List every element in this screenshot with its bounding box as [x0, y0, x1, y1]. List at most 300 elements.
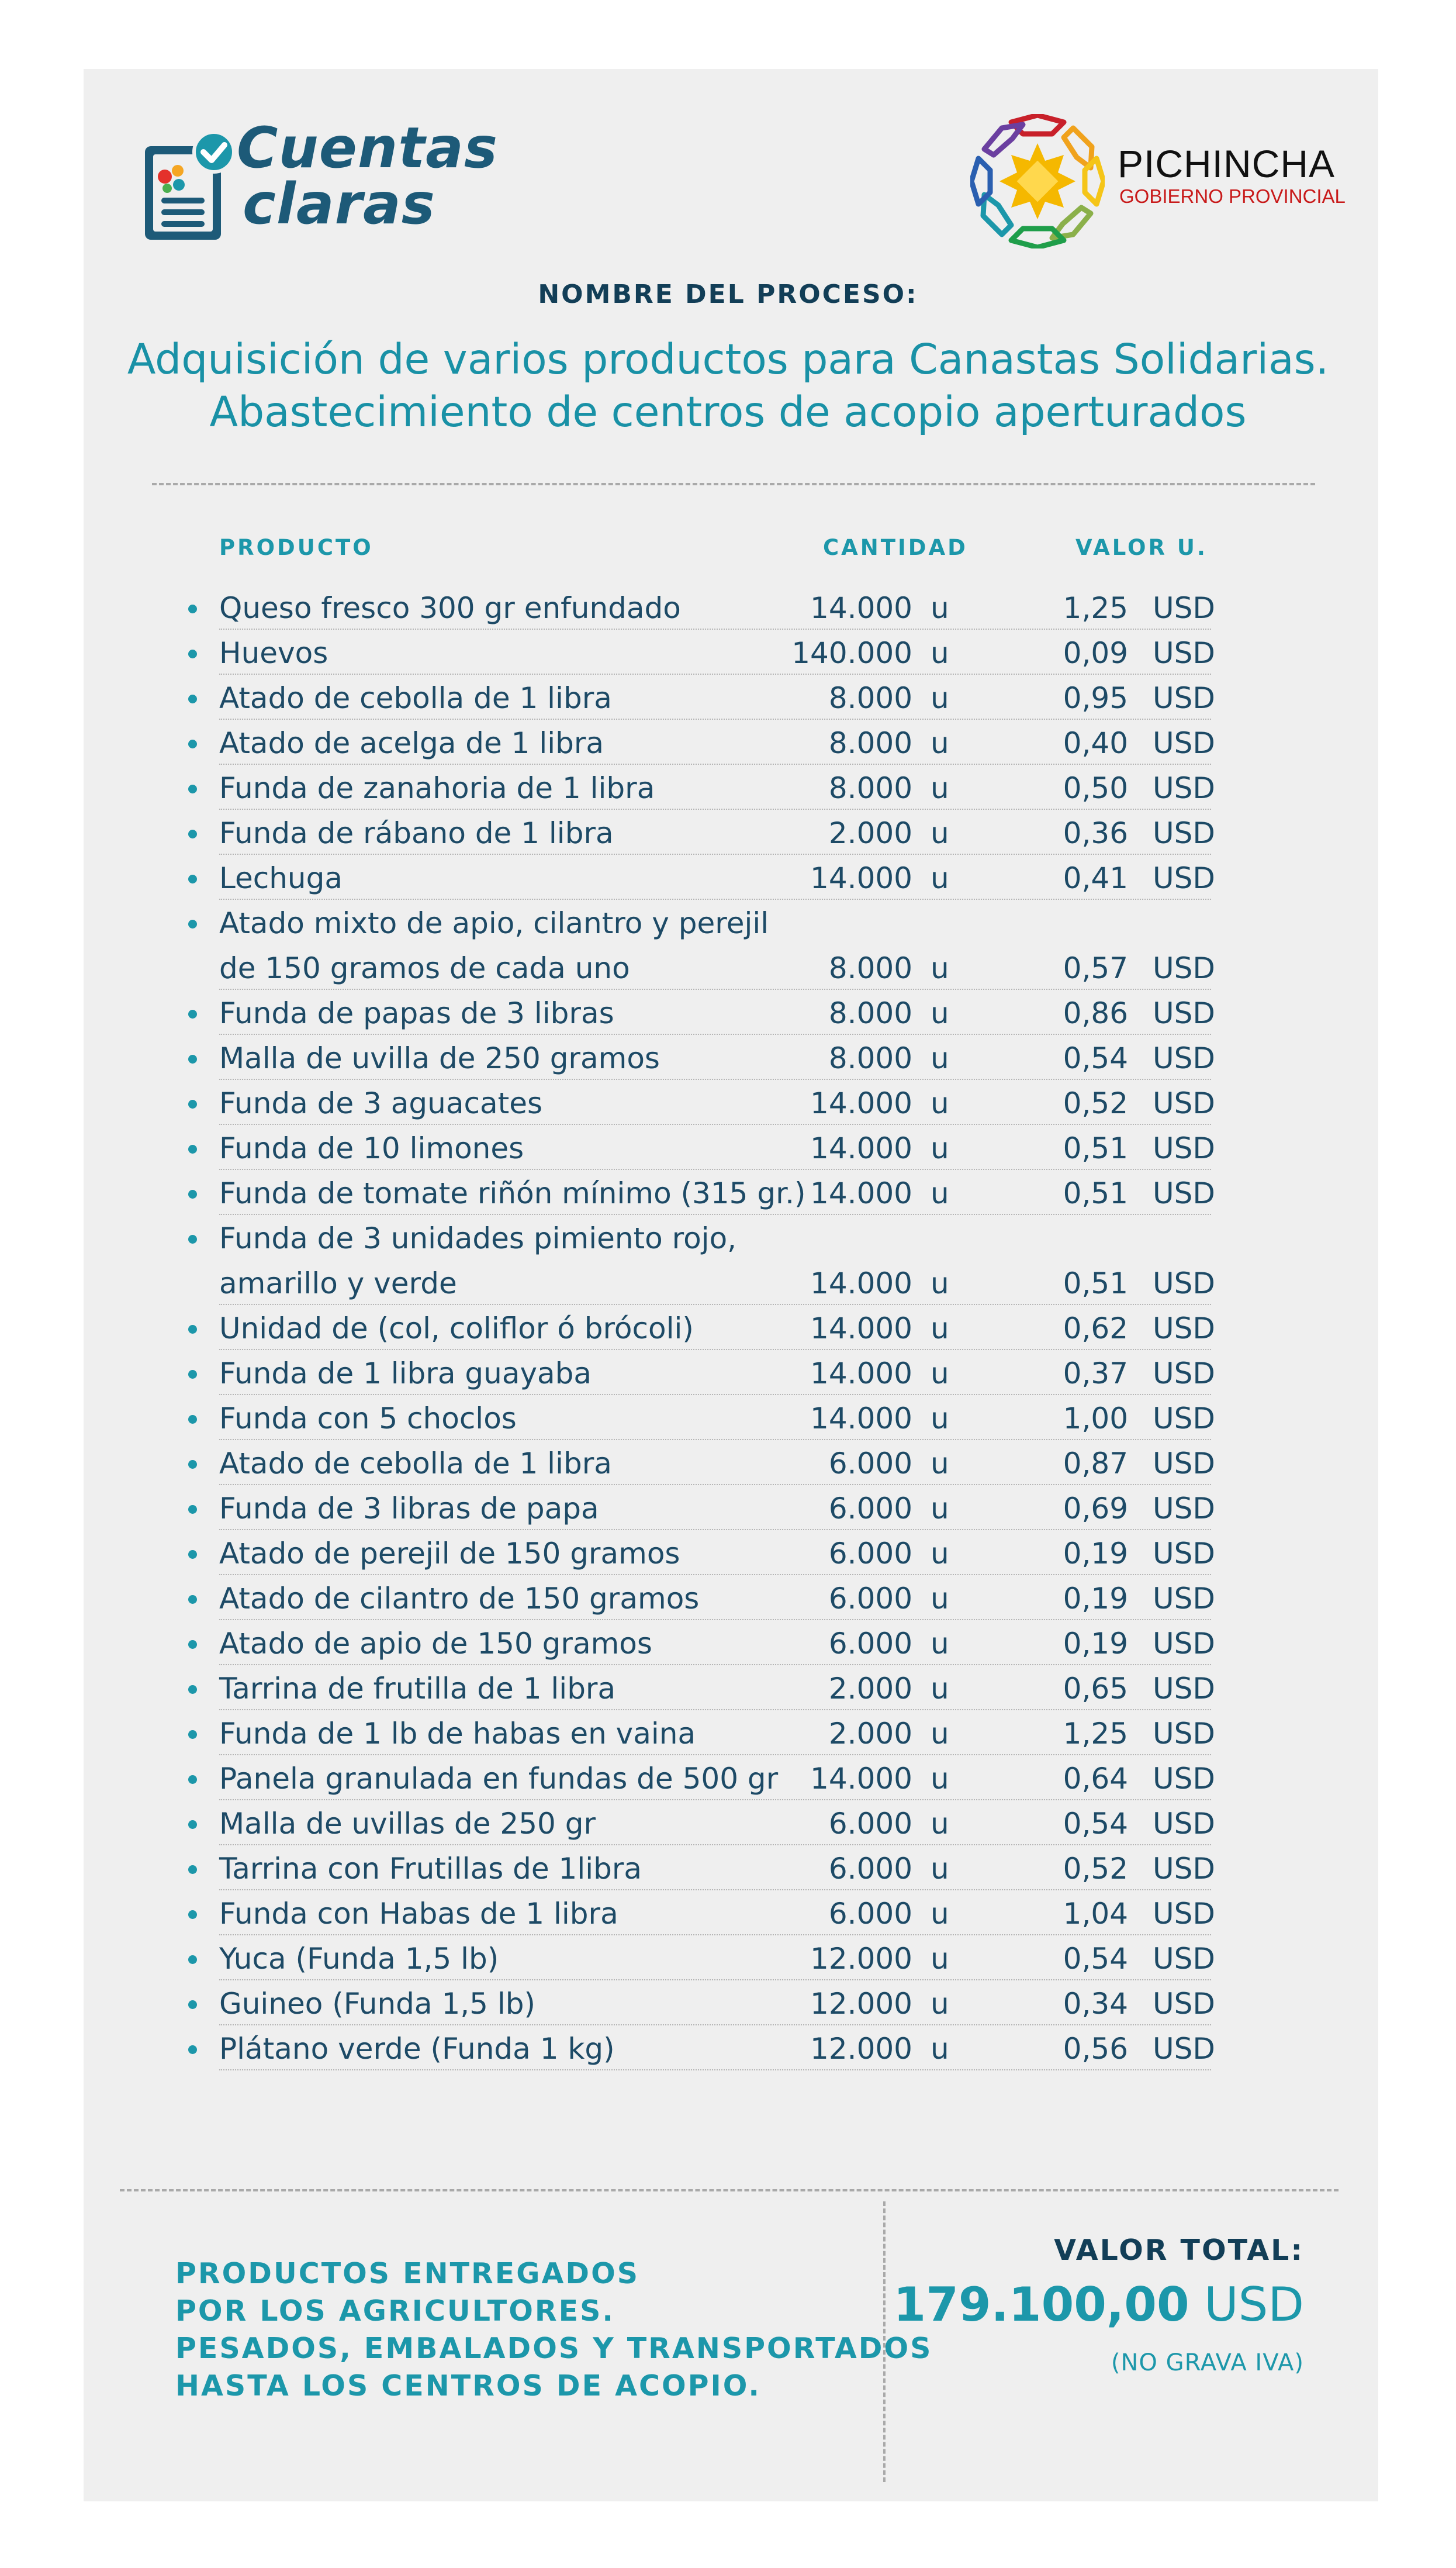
row-divider [219, 1214, 1211, 1215]
product-quantity: 6.000 [828, 1627, 912, 1661]
bullet-icon [188, 1595, 197, 1604]
product-name [219, 631, 792, 676]
product-quantity: 14.000 [810, 1176, 912, 1210]
product-quantity: 14.000 [810, 1086, 912, 1120]
table-row [0, 1306, 1456, 1351]
unit-price: 0,54 [1063, 1942, 1128, 1976]
unit-price: 0,51 [1063, 1176, 1128, 1210]
product-quantity: 8.000 [828, 996, 912, 1030]
row-divider [219, 854, 1211, 855]
product-name [219, 1216, 792, 1306]
product-name-line: Plátano verde (Funda 1 kg) [219, 2032, 615, 2066]
total-value [894, 2277, 1304, 2332]
product-name-line: Atado de perejil de 150 gramos [219, 1537, 680, 1571]
quantity-unit: u [931, 681, 949, 715]
row-divider [219, 2069, 1211, 2070]
product-name [219, 1036, 792, 1081]
price-currency: USD [1153, 681, 1215, 715]
bullet-icon [188, 1640, 197, 1649]
bullet-icon [188, 1865, 197, 1874]
product-quantity: 8.000 [828, 1041, 912, 1075]
bullet-icon [188, 650, 197, 658]
quantity-unit: u [931, 1447, 949, 1480]
delivery-note-line3: PESADOS, EMBALADOS Y TRANSPORTADOS [175, 2332, 933, 2365]
price-currency: USD [1153, 1447, 1215, 1480]
table-row [0, 1756, 1456, 1801]
product-name [219, 901, 792, 991]
price-currency: USD [1153, 1762, 1215, 1796]
row-divider [219, 1484, 1211, 1485]
total-currency: USD [1204, 2277, 1304, 2332]
unit-price: 0,36 [1063, 816, 1128, 850]
table-row [0, 1801, 1456, 1846]
price-currency: USD [1153, 591, 1215, 625]
table-row [0, 1531, 1456, 1576]
product-name [219, 1351, 792, 1396]
table-row [0, 1036, 1456, 1081]
col-header-quantity: CANTIDAD [823, 535, 968, 560]
product-name-line: Guineo (Funda 1,5 lb) [219, 1987, 535, 2021]
row-divider [219, 1034, 1211, 1035]
price-currency: USD [1153, 1627, 1215, 1661]
row-divider [219, 1304, 1211, 1305]
product-name [219, 676, 792, 721]
product-quantity: 14.000 [810, 861, 912, 895]
price-currency: USD [1153, 1942, 1215, 1976]
price-currency: USD [1153, 1582, 1215, 1616]
product-name [219, 1441, 792, 1486]
unit-price: 0,64 [1063, 1762, 1128, 1796]
product-name [219, 1396, 792, 1441]
table-row [0, 1126, 1456, 1171]
process-title-line1: Adquisición de varios productos para Canastas Solidarias. [127, 335, 1329, 384]
product-quantity: 2.000 [828, 1717, 912, 1751]
table-row [0, 586, 1456, 631]
unit-price: 0,95 [1063, 681, 1128, 715]
checklist-icon [145, 132, 234, 240]
product-name-line: Lechuga [219, 861, 343, 895]
header-divider [152, 483, 1315, 485]
table-row [0, 676, 1456, 721]
product-quantity: 14.000 [810, 1311, 912, 1345]
quantity-unit: u [931, 726, 949, 760]
total-amount: 179.100,00 [893, 2277, 1189, 2332]
table-row [0, 1486, 1456, 1531]
product-name-line: Funda de 3 unidades pimiento rojo, [219, 1221, 737, 1255]
product-quantity: 6.000 [828, 1537, 912, 1571]
pichincha-subtitle: GOBIERNO PROVINCIAL [1119, 185, 1346, 207]
product-name-line: Funda de zanahoria de 1 libra [219, 771, 655, 805]
product-quantity: 8.000 [828, 681, 912, 715]
cuentas-claras-wordmark: Cuentas claras [237, 115, 499, 237]
product-name-line: de 150 gramos de cada uno [219, 951, 630, 985]
bullet-icon [188, 1775, 197, 1784]
quantity-unit: u [931, 1357, 949, 1390]
product-name-line: Huevos [219, 636, 328, 670]
product-quantity: 14.000 [810, 1402, 912, 1435]
product-name-line: Funda de 1 libra guayaba [219, 1357, 592, 1390]
unit-price: 0,50 [1063, 771, 1128, 805]
col-header-product: PRODUCTO [219, 535, 373, 560]
quantity-unit: u [931, 816, 949, 850]
product-quantity: 2.000 [828, 1672, 912, 1706]
table-row [0, 2027, 1456, 2072]
table-row [0, 1666, 1456, 1711]
quantity-unit: u [931, 1266, 949, 1300]
table-row [0, 1846, 1456, 1892]
product-name-line: amarillo y verde [219, 1266, 457, 1300]
quantity-unit: u [931, 1402, 949, 1435]
product-name [219, 1711, 792, 1756]
row-divider [219, 1619, 1211, 1620]
product-quantity: 12.000 [810, 1942, 912, 1976]
product-name [219, 1937, 792, 1982]
product-quantity: 2.000 [828, 816, 912, 850]
price-currency: USD [1153, 951, 1215, 985]
bullet-icon [188, 1730, 197, 1739]
unit-price: 0,57 [1063, 951, 1128, 985]
row-divider [219, 1169, 1211, 1170]
price-currency: USD [1153, 1492, 1215, 1525]
unit-price: 0,09 [1063, 636, 1128, 670]
product-name-line: Malla de uvilla de 250 gramos [219, 1041, 660, 1075]
quantity-unit: u [931, 1041, 949, 1075]
product-quantity: 140.000 [791, 636, 912, 670]
footer-divider [120, 2189, 1339, 2191]
product-name-line: Panela granulada en fundas de 500 gr [219, 1762, 779, 1796]
quantity-unit: u [931, 1176, 949, 1210]
bullet-icon [188, 1685, 197, 1694]
unit-price: 0,69 [1063, 1492, 1128, 1525]
quantity-unit: u [931, 1672, 949, 1706]
quantity-unit: u [931, 1537, 949, 1571]
product-name-line: Atado de cebolla de 1 libra [219, 681, 612, 715]
product-quantity: 8.000 [828, 726, 912, 760]
bullet-icon [188, 1415, 197, 1424]
row-divider [219, 1349, 1211, 1350]
product-name [219, 811, 792, 856]
product-name [219, 1486, 792, 1531]
price-currency: USD [1153, 2032, 1215, 2066]
price-currency: USD [1153, 996, 1215, 1030]
delivery-note-line1: PRODUCTOS ENTREGADOS [175, 2257, 640, 2290]
product-name [219, 1171, 806, 1216]
total-label: VALOR TOTAL: [1054, 2234, 1304, 2267]
product-name-line: Funda de 1 lb de habas en vaina [219, 1717, 696, 1751]
bullet-icon [188, 1055, 197, 1064]
quantity-unit: u [931, 1762, 949, 1796]
product-name-line: Atado de cilantro de 150 gramos [219, 1582, 700, 1616]
price-currency: USD [1153, 1131, 1215, 1165]
bullet-icon [188, 1460, 197, 1469]
price-currency: USD [1153, 1266, 1215, 1300]
quantity-unit: u [931, 951, 949, 985]
unit-price: 0,54 [1063, 1041, 1128, 1075]
unit-price: 1,25 [1063, 1717, 1128, 1751]
product-name [219, 1756, 792, 1801]
product-name [219, 1666, 792, 1711]
row-divider [219, 1079, 1211, 1080]
table-row [0, 1171, 1456, 1216]
pichincha-name: PICHINCHA [1118, 142, 1336, 185]
product-quantity: 14.000 [810, 1762, 912, 1796]
price-currency: USD [1153, 861, 1215, 895]
product-quantity: 8.000 [828, 951, 912, 985]
quantity-unit: u [931, 1852, 949, 1886]
row-divider [219, 809, 1211, 810]
bullet-icon [188, 695, 197, 703]
unit-price: 0,19 [1063, 1582, 1128, 1616]
product-name-line: Queso fresco 300 gr enfundado [219, 591, 681, 625]
product-name-line: Tarrina con Frutillas de 1libra [219, 1852, 642, 1886]
bullet-icon [188, 1190, 197, 1199]
unit-price: 0,65 [1063, 1672, 1128, 1706]
product-quantity: 14.000 [810, 1131, 912, 1165]
table-row [0, 991, 1456, 1036]
row-divider [219, 989, 1211, 990]
row-divider [219, 1529, 1211, 1530]
price-currency: USD [1153, 1086, 1215, 1120]
product-name-line: Atado de apio de 150 gramos [219, 1627, 652, 1661]
price-currency: USD [1153, 1311, 1215, 1345]
price-currency: USD [1153, 816, 1215, 850]
price-currency: USD [1153, 1807, 1215, 1841]
price-currency: USD [1153, 1537, 1215, 1571]
row-divider [219, 1934, 1211, 1935]
product-name [219, 1846, 792, 1892]
row-divider [219, 719, 1211, 720]
product-name-line: Atado de acelga de 1 libra [219, 726, 604, 760]
row-divider [219, 1709, 1211, 1710]
row-divider [219, 2024, 1211, 2025]
product-name [219, 1126, 792, 1171]
unit-price: 1,00 [1063, 1402, 1128, 1435]
price-currency: USD [1153, 1041, 1215, 1075]
table-row [0, 1351, 1456, 1396]
product-name [219, 721, 792, 766]
quantity-unit: u [931, 1717, 949, 1751]
delivery-note-line4: HASTA LOS CENTROS DE ACOPIO. [175, 2369, 761, 2403]
unit-price: 0,19 [1063, 1537, 1128, 1571]
quantity-unit: u [931, 1897, 949, 1931]
product-name [219, 1801, 792, 1846]
quantity-unit: u [931, 1311, 949, 1345]
table-row [0, 1576, 1456, 1621]
bullet-icon [188, 2045, 197, 2054]
bullet-icon [188, 1370, 197, 1379]
process-title [0, 333, 1456, 439]
bullet-icon [188, 830, 197, 838]
product-quantity: 6.000 [828, 1897, 912, 1931]
unit-price: 0,56 [1063, 2032, 1128, 2066]
row-divider [219, 1844, 1211, 1845]
price-currency: USD [1153, 1717, 1215, 1751]
product-name-line: Yuca (Funda 1,5 lb) [219, 1942, 499, 1976]
row-divider [219, 1754, 1211, 1755]
delivery-note-line2: POR LOS AGRICULTORES. [175, 2294, 615, 2328]
total-note: (NO GRAVA IVA) [1111, 2349, 1304, 2376]
table-row [0, 766, 1456, 811]
product-name [219, 1531, 792, 1576]
row-divider [219, 1889, 1211, 1890]
row-divider [219, 1664, 1211, 1665]
bullet-icon [188, 2000, 197, 2009]
bullet-icon [188, 1010, 197, 1019]
unit-price: 0,34 [1063, 1987, 1128, 2021]
product-name-line: Funda de tomate riñón mínimo (315 gr.) [219, 1176, 806, 1210]
quantity-unit: u [931, 771, 949, 805]
price-currency: USD [1153, 1176, 1215, 1210]
quantity-unit: u [931, 1987, 949, 2021]
process-title-line2: Abastecimiento de centros de acopio aperturados [209, 388, 1247, 436]
table-row [0, 1892, 1456, 1937]
unit-price: 0,37 [1063, 1357, 1128, 1390]
unit-price: 0,54 [1063, 1807, 1128, 1841]
product-name-line: Funda de rábano de 1 libra [219, 816, 614, 850]
product-name-line: Malla de uvillas de 250 gr [219, 1807, 596, 1841]
product-name-line: Funda de 3 libras de papa [219, 1492, 599, 1525]
row-divider [219, 1394, 1211, 1395]
table-row [0, 1441, 1456, 1486]
price-currency: USD [1153, 1897, 1215, 1931]
row-divider [219, 1799, 1211, 1800]
product-name [219, 1306, 792, 1351]
product-quantity: 6.000 [828, 1582, 912, 1616]
bullet-icon [188, 1100, 197, 1109]
product-name [219, 1081, 792, 1126]
table-row [0, 1081, 1456, 1126]
table-row [0, 631, 1456, 676]
quantity-unit: u [931, 636, 949, 670]
quantity-unit: u [931, 2032, 949, 2066]
table-row [0, 901, 1456, 991]
product-name-line: Funda de 3 aguacates [219, 1086, 543, 1120]
delivery-note [175, 2255, 932, 2405]
product-name [219, 991, 792, 1036]
unit-price: 0,62 [1063, 1311, 1128, 1345]
product-quantity: 6.000 [828, 1492, 912, 1525]
price-currency: USD [1153, 1402, 1215, 1435]
product-name-line: Unidad de (col, coliflor ó brócoli) [219, 1311, 694, 1345]
table-row [0, 1216, 1456, 1306]
unit-price: 0,40 [1063, 726, 1128, 760]
bullet-icon [188, 1235, 197, 1244]
price-currency: USD [1153, 636, 1215, 670]
quantity-unit: u [931, 861, 949, 895]
unit-price: 0,86 [1063, 996, 1128, 1030]
product-name-line: Tarrina de frutilla de 1 libra [219, 1672, 616, 1706]
product-name-line: Funda de papas de 3 libras [219, 996, 614, 1030]
product-quantity: 14.000 [810, 591, 912, 625]
price-currency: USD [1153, 771, 1215, 805]
table-row [0, 1396, 1456, 1441]
product-name [219, 1621, 792, 1666]
bullet-icon [188, 920, 197, 929]
bullet-icon [188, 1145, 197, 1154]
quantity-unit: u [931, 1131, 949, 1165]
bullet-icon [188, 1955, 197, 1964]
quantity-unit: u [931, 1582, 949, 1616]
unit-price: 1,04 [1063, 1897, 1128, 1931]
quantity-unit: u [931, 1492, 949, 1525]
unit-price: 0,87 [1063, 1447, 1128, 1480]
table-row [0, 1937, 1456, 1982]
product-quantity: 8.000 [828, 771, 912, 805]
product-name-line: Atado de cebolla de 1 libra [219, 1447, 612, 1480]
product-quantity: 6.000 [828, 1852, 912, 1886]
product-name [219, 766, 792, 811]
row-divider [219, 1574, 1211, 1575]
product-quantity: 12.000 [810, 2032, 912, 2066]
bullet-icon [188, 1820, 197, 1829]
table-row [0, 721, 1456, 766]
row-divider [219, 764, 1211, 765]
table-row [0, 1711, 1456, 1756]
table-row [0, 856, 1456, 901]
product-name [219, 586, 792, 631]
product-name [219, 1892, 792, 1937]
unit-price: 1,25 [1063, 591, 1128, 625]
product-name [219, 856, 792, 901]
bullet-icon [188, 785, 197, 793]
pichincha-emblem-icon [970, 114, 1105, 248]
price-currency: USD [1153, 1357, 1215, 1390]
product-name-line: Funda con Habas de 1 libra [219, 1897, 618, 1931]
product-quantity: 6.000 [828, 1807, 912, 1841]
price-currency: USD [1153, 1852, 1215, 1886]
product-name [219, 1576, 792, 1621]
product-name [219, 2027, 792, 2072]
bullet-icon [188, 1550, 197, 1559]
table-row [0, 1982, 1456, 2027]
row-divider [219, 629, 1211, 630]
row-divider [219, 899, 1211, 900]
product-name-line: Funda de 10 limones [219, 1131, 524, 1165]
price-currency: USD [1153, 1987, 1215, 2021]
unit-price: 0,52 [1063, 1086, 1128, 1120]
quantity-unit: u [931, 996, 949, 1030]
table-row [0, 1621, 1456, 1666]
unit-price: 0,51 [1063, 1266, 1128, 1300]
product-quantity: 6.000 [828, 1447, 912, 1480]
table-row [0, 811, 1456, 856]
bullet-icon [188, 1325, 197, 1334]
product-name-line: Atado mixto de apio, cilantro y perejil [219, 906, 769, 940]
unit-price: 0,19 [1063, 1627, 1128, 1661]
row-divider [219, 1979, 1211, 1980]
price-currency: USD [1153, 726, 1215, 760]
quantity-unit: u [931, 1807, 949, 1841]
unit-price: 0,52 [1063, 1852, 1128, 1886]
process-label: NOMBRE DEL PROCESO: [538, 279, 918, 309]
product-quantity: 14.000 [810, 1266, 912, 1300]
product-name [219, 1982, 792, 2027]
bullet-icon [188, 1505, 197, 1514]
unit-price: 0,41 [1063, 861, 1128, 895]
product-quantity: 12.000 [810, 1987, 912, 2021]
bullet-icon [188, 740, 197, 748]
quantity-unit: u [931, 1086, 949, 1120]
quantity-unit: u [931, 591, 949, 625]
quantity-unit: u [931, 1627, 949, 1661]
row-divider [219, 674, 1211, 675]
col-header-unit-value: VALOR U. [1075, 535, 1208, 560]
bullet-icon [188, 875, 197, 883]
quantity-unit: u [931, 1942, 949, 1976]
bullet-icon [188, 605, 197, 613]
row-divider [219, 1439, 1211, 1440]
unit-price: 0,51 [1063, 1131, 1128, 1165]
